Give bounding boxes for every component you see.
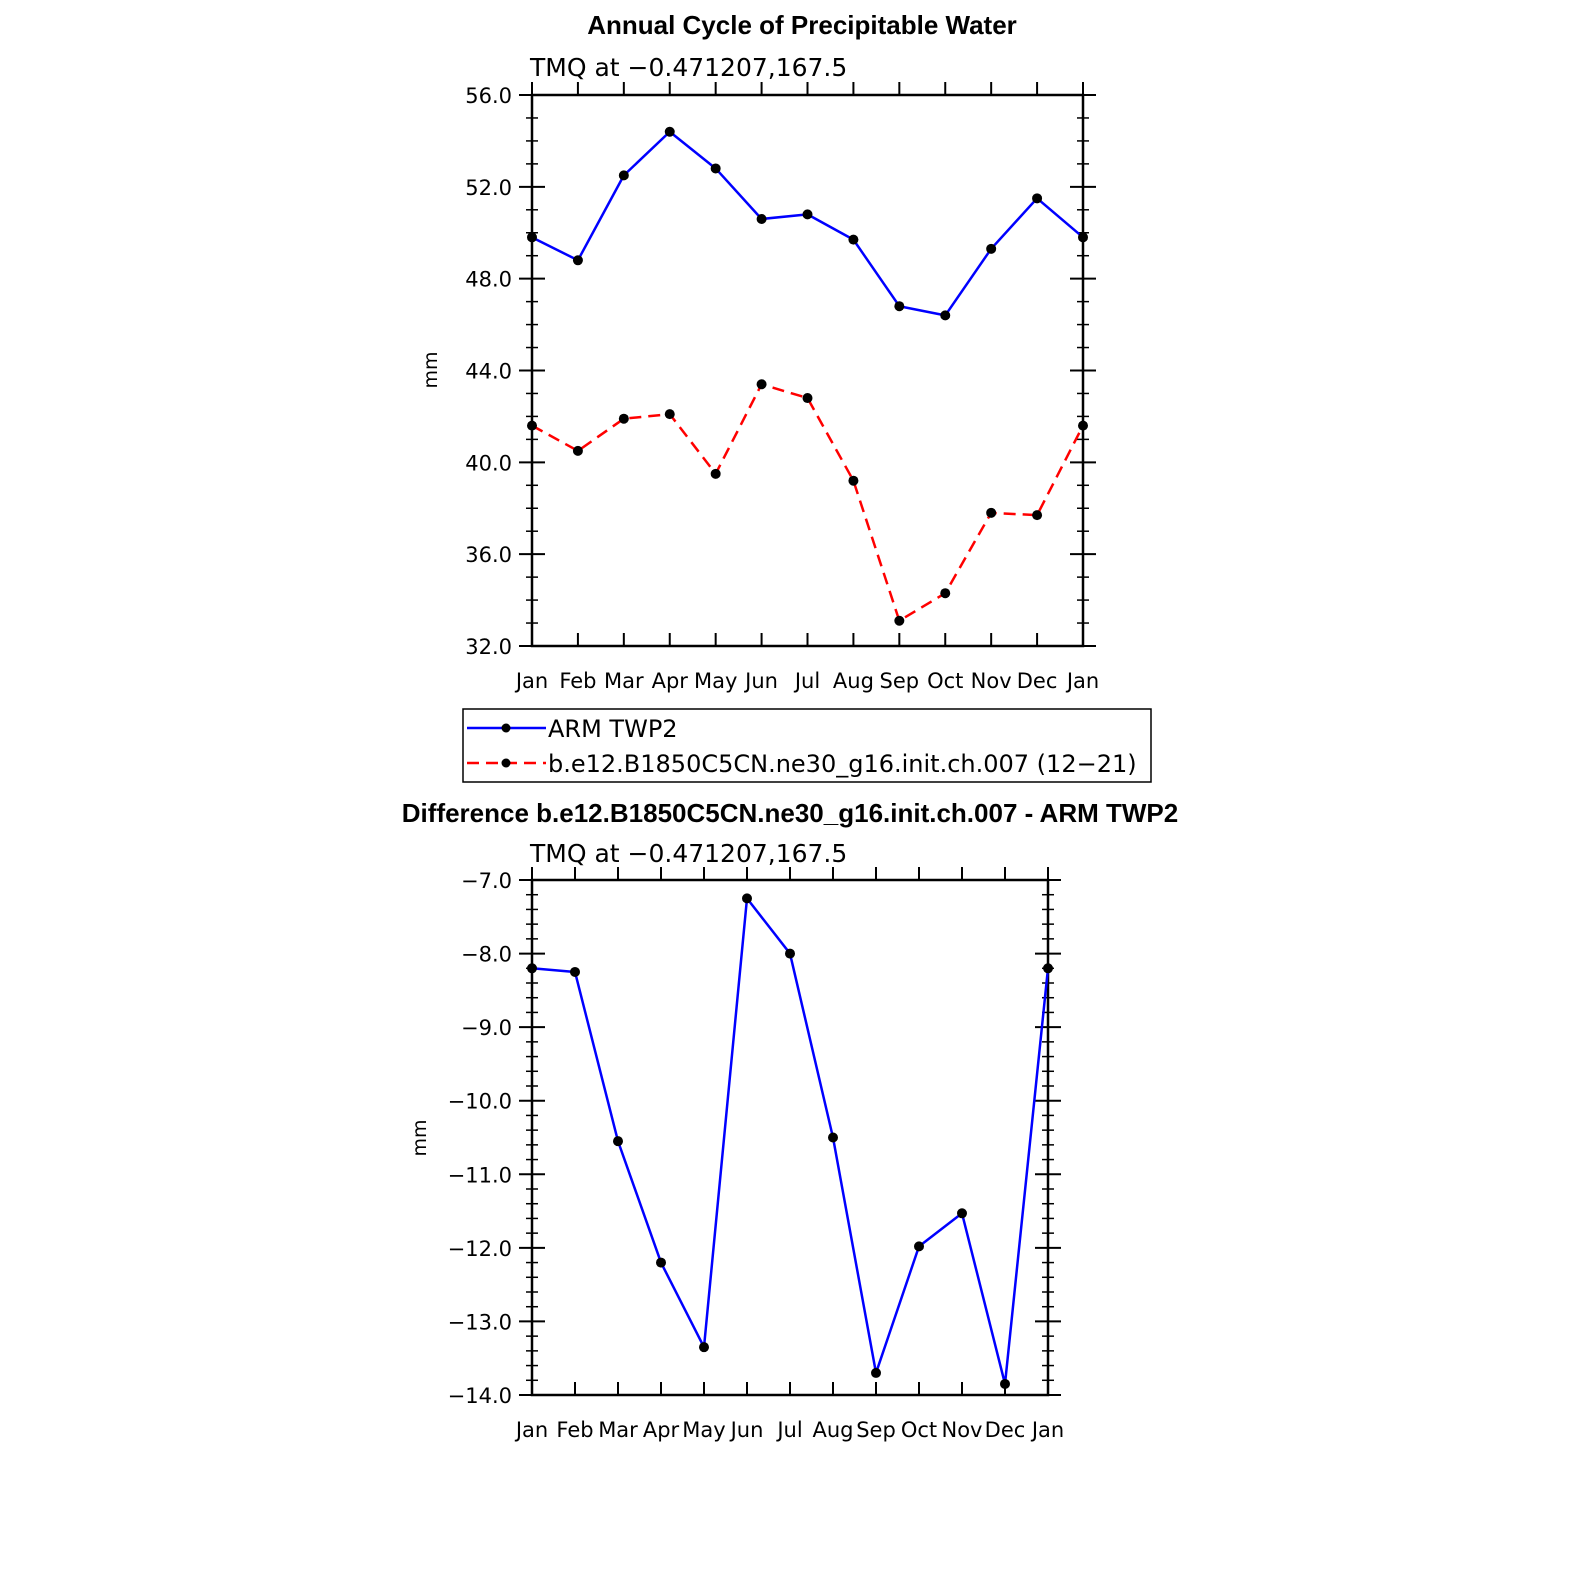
bottom-series-0-point (570, 967, 580, 977)
bottom-chart-title: Difference b.e12.B1850C5CN.ne30_g16.init.ch.007 - ARM TWP2 (401, 798, 1179, 828)
bottom-y-tick-label: −11.0 (447, 1163, 512, 1188)
top-x-tick-label: Apr (651, 669, 688, 693)
bottom-series-0-point (828, 1133, 838, 1143)
top-series-line-1 (532, 384, 1083, 620)
bottom-series-0-point (871, 1368, 881, 1378)
top-series-1-point (573, 446, 583, 456)
top-series-1-point (619, 414, 629, 424)
top-x-tick-label: Jan (1066, 669, 1100, 693)
top-y-tick-label: 44.0 (465, 359, 512, 384)
bottom-series-0-point (527, 963, 537, 973)
bottom-axis-ticks (448, 867, 1065, 1442)
top-series-0-point (848, 235, 858, 245)
top-y-tick-label: 40.0 (465, 451, 512, 476)
bottom-x-tick-label: Jun (730, 1418, 764, 1442)
bottom-series-0-point (785, 949, 795, 959)
bottom-series-0-point (656, 1258, 666, 1268)
top-x-tick-label: Nov (970, 669, 1012, 693)
top-chart-title: Annual Cycle of Precipitable Water (587, 10, 1017, 40)
top-series-1-point (803, 393, 813, 403)
top-series-0-point (803, 209, 813, 219)
top-series-line-0 (532, 132, 1083, 316)
bottom-series-0-point (699, 1342, 709, 1352)
bottom-x-tick-label: Mar (598, 1418, 638, 1442)
top-series-0-point (940, 310, 950, 320)
bottom-series-group (527, 893, 1053, 1389)
top-x-tick-label: Jan (515, 669, 549, 693)
bottom-y-tick-label: −10.0 (447, 1089, 512, 1114)
top-series-1-point (1032, 510, 1042, 520)
top-series-1-point (848, 476, 858, 486)
top-x-tick-label: May (693, 669, 738, 693)
bottom-x-tick-label: Sep (856, 1418, 896, 1442)
bottom-y-tick-label: −9.0 (461, 1016, 512, 1041)
top-series-0-point (757, 214, 767, 224)
bottom-y-tick-label: −12.0 (447, 1236, 512, 1261)
top-x-tick-label: Mar (604, 669, 644, 693)
bottom-series-0-point (1000, 1379, 1010, 1389)
bottom-x-tick-label: Dec (984, 1418, 1026, 1442)
top-x-tick-label: Jul (794, 669, 821, 693)
top-series-0-point (1078, 232, 1088, 242)
top-series-1-point (757, 379, 767, 389)
top-series-0-point (894, 301, 904, 311)
top-x-tick-label: Sep (879, 669, 920, 693)
top-plot-border (532, 95, 1083, 646)
top-x-tick-label: Dec (1016, 669, 1058, 693)
top-x-tick-label: Jun (745, 669, 778, 693)
bottom-x-tick-label: Apr (642, 1418, 680, 1442)
top-series-group (527, 127, 1088, 626)
top-series-1-point (665, 409, 675, 419)
bottom-x-tick-label: Aug (812, 1418, 854, 1442)
top-series-0-point (527, 232, 537, 242)
bottom-y-tick-label: −8.0 (461, 942, 512, 967)
legend-marker-model (502, 759, 511, 768)
top-series-1-point (940, 588, 950, 598)
legend-label-arm: ARM TWP2 (548, 715, 678, 743)
top-series-1-point (986, 508, 996, 518)
top-series-1-point (527, 421, 537, 431)
top-y-tick-label: 48.0 (465, 267, 512, 292)
bottom-series-0-point (1043, 963, 1053, 973)
top-y-tick-label: 52.0 (465, 175, 512, 200)
bottom-x-tick-label: Jan (515, 1418, 549, 1442)
top-series-0-point (711, 163, 721, 173)
bottom-x-tick-label: Oct (900, 1418, 938, 1442)
bottom-series-line-0 (532, 898, 1048, 1384)
bottom-y-tick-label: −14.0 (447, 1384, 512, 1408)
bottom-series-0-point (914, 1241, 924, 1251)
top-series-1-point (1078, 421, 1088, 431)
legend-marker-arm (502, 724, 511, 733)
bottom-y-tick-label: −7.0 (461, 869, 512, 893)
top-y-tick-label: 32.0 (465, 635, 512, 659)
bottom-series-0-point (742, 893, 752, 903)
bottom-chart-y-label: mm (409, 1119, 431, 1157)
top-x-tick-label: Feb (559, 669, 597, 693)
top-plot-frame (532, 95, 1083, 646)
top-series-0-point (665, 127, 675, 137)
top-x-tick-label: Oct (927, 669, 964, 693)
top-y-tick-label: 36.0 (465, 543, 512, 568)
legend-label-model: b.e12.B1850C5CN.ne30_g16.init.ch.007 (12−21) (548, 750, 1137, 778)
top-axis-ticks (465, 82, 1099, 693)
top-chart-subtitle: TMQ at −0.471207,167.5 (530, 53, 848, 82)
bottom-series-0-point (957, 1208, 967, 1218)
top-series-0-point (1032, 193, 1042, 203)
bottom-series-0-point (613, 1136, 623, 1146)
bottom-x-tick-label: Feb (556, 1418, 594, 1442)
bottom-x-tick-label: May (682, 1418, 726, 1442)
legend (463, 709, 1151, 782)
top-series-0-point (619, 170, 629, 180)
bottom-x-tick-label: Jul (777, 1418, 803, 1442)
top-series-0-point (986, 244, 996, 254)
bottom-x-tick-label: Nov (941, 1418, 983, 1442)
top-chart-y-label: mm (420, 351, 442, 389)
bottom-x-tick-label: Jan (1031, 1418, 1065, 1442)
top-y-tick-label: 56.0 (465, 84, 512, 108)
bottom-chart-subtitle: TMQ at −0.471207,167.5 (530, 839, 848, 868)
bottom-y-tick-label: −13.0 (447, 1310, 512, 1335)
top-series-1-point (894, 616, 904, 626)
top-x-tick-label: Aug (832, 669, 874, 693)
top-series-1-point (711, 469, 721, 479)
top-series-0-point (573, 255, 583, 265)
